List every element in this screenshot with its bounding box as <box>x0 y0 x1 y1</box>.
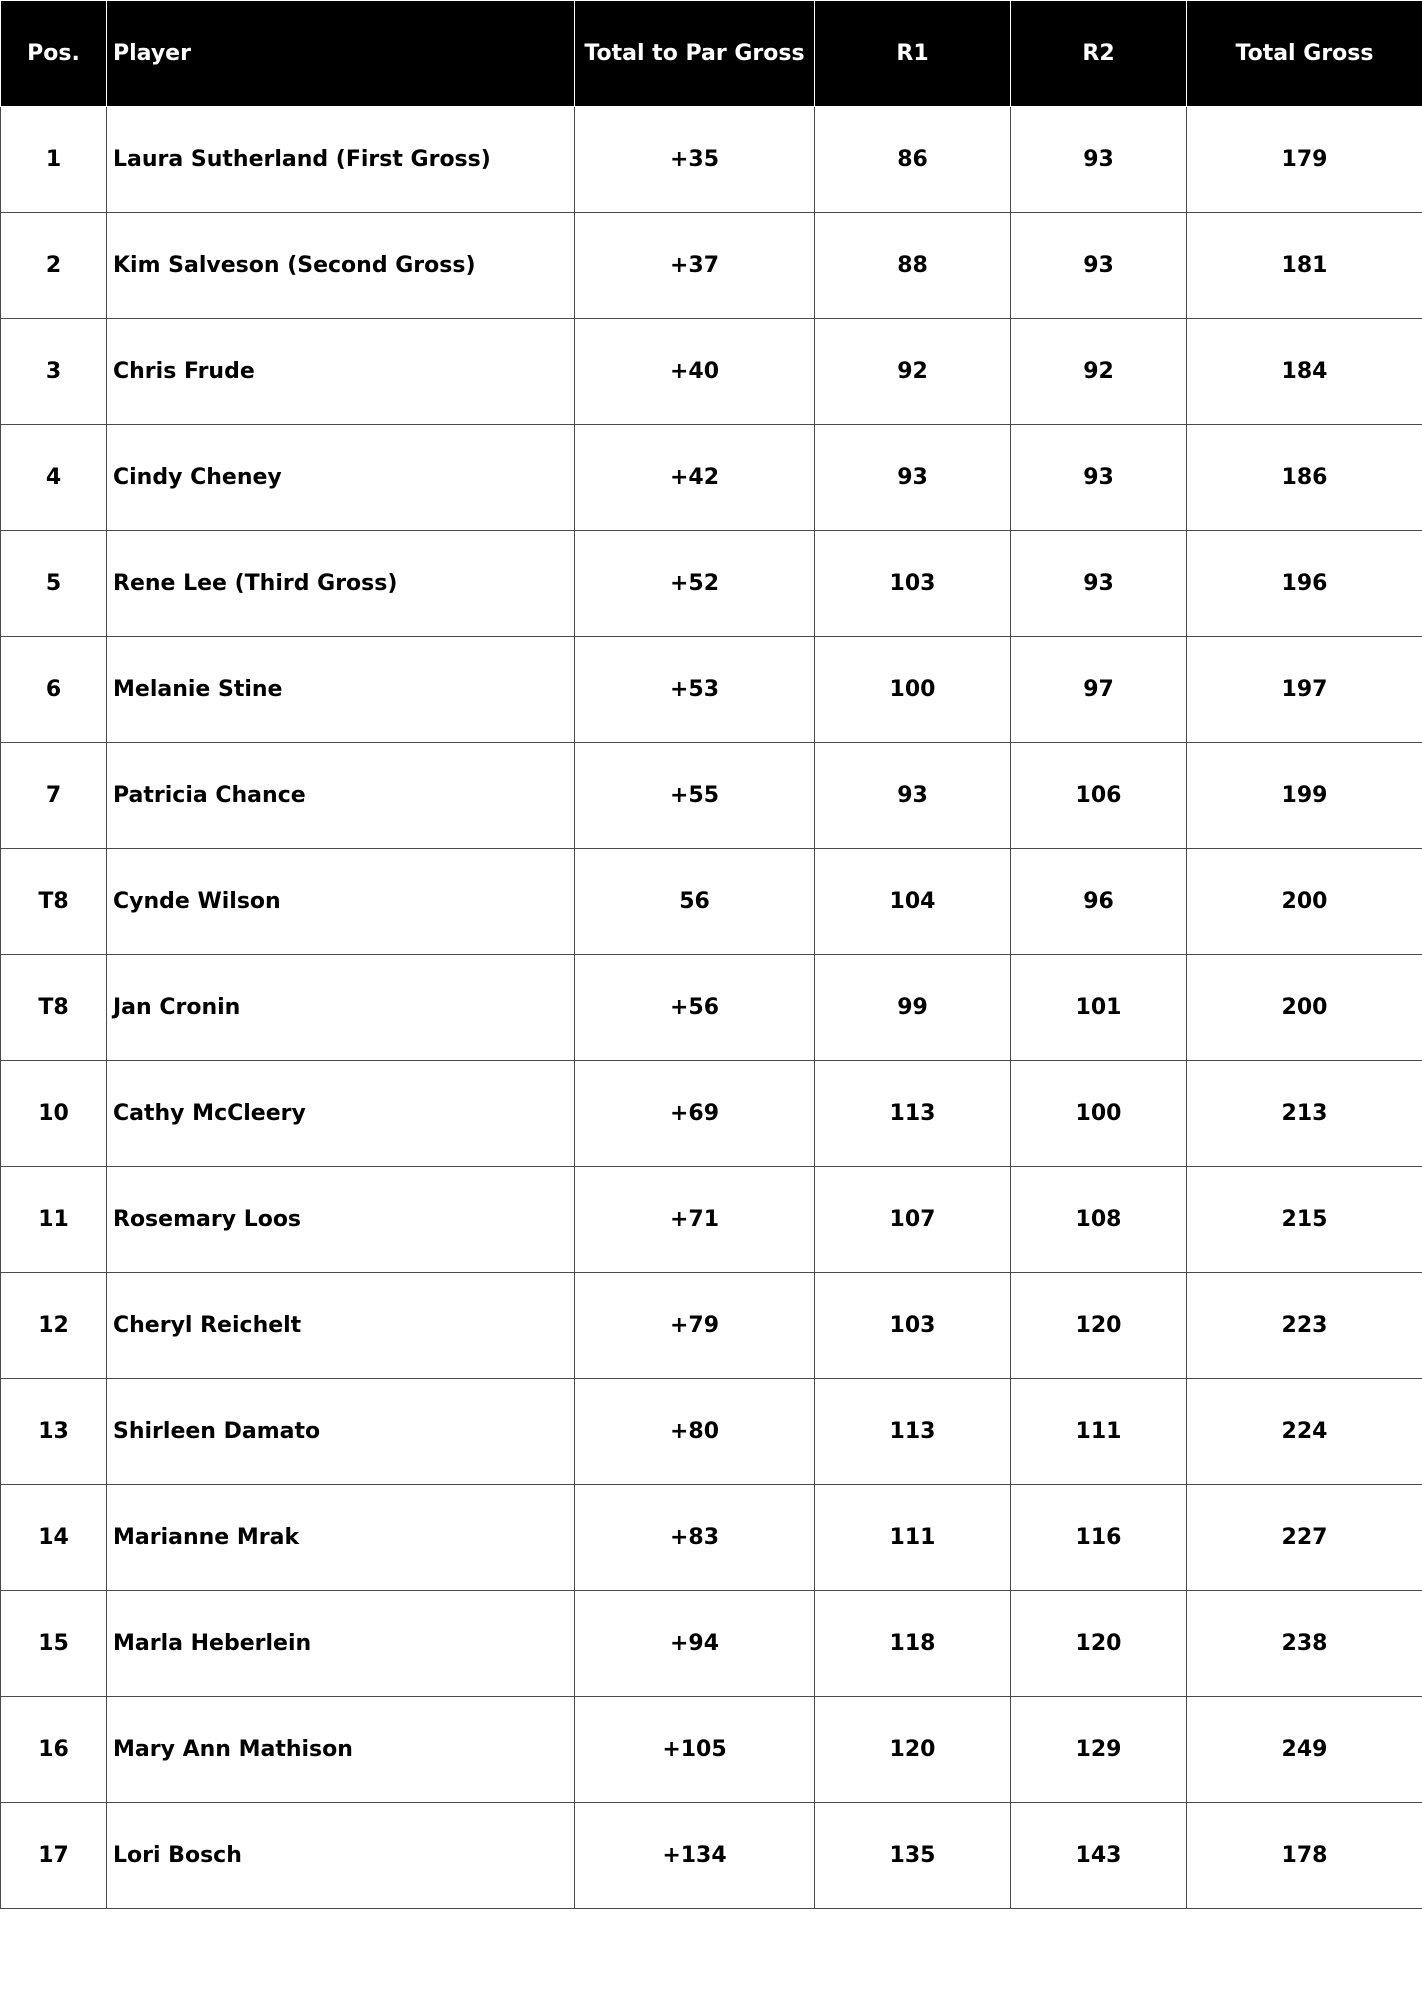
table-row <box>1 1591 1422 1697</box>
cell-total: 224 <box>1187 1379 1422 1485</box>
cell-player: Cindy Cheney <box>107 425 575 531</box>
table-row <box>1 1167 1422 1273</box>
cell-total: 178 <box>1187 1803 1422 1909</box>
cell-pos: 14 <box>1 1485 107 1591</box>
cell-to-par: +53 <box>575 637 815 743</box>
header-player: Player <box>107 1 575 107</box>
cell-pos: 15 <box>1 1591 107 1697</box>
cell-total: 197 <box>1187 637 1422 743</box>
cell-pos: 17 <box>1 1803 107 1909</box>
table-row <box>1 1061 1422 1167</box>
cell-total: 196 <box>1187 531 1422 637</box>
table-row <box>1 1697 1422 1803</box>
cell-player: Marianne Mrak <box>107 1485 575 1591</box>
cell-player: Cynde Wilson <box>107 849 575 955</box>
cell-r2: 96 <box>1011 849 1187 955</box>
cell-pos: 11 <box>1 1167 107 1273</box>
cell-total: 184 <box>1187 319 1422 425</box>
cell-to-par: +80 <box>575 1379 815 1485</box>
cell-r2: 97 <box>1011 637 1187 743</box>
cell-to-par: +79 <box>575 1273 815 1379</box>
cell-r2: 108 <box>1011 1167 1187 1273</box>
cell-pos: 6 <box>1 637 107 743</box>
cell-player: Rene Lee (Third Gross) <box>107 531 575 637</box>
cell-pos: 10 <box>1 1061 107 1167</box>
table-row <box>1 1379 1422 1485</box>
cell-r2: 116 <box>1011 1485 1187 1591</box>
cell-r2: 100 <box>1011 1061 1187 1167</box>
cell-r1: 103 <box>815 1273 1011 1379</box>
cell-r1: 88 <box>815 213 1011 319</box>
cell-r2: 143 <box>1011 1803 1187 1909</box>
table-header <box>1 1 1422 107</box>
cell-total: 249 <box>1187 1697 1422 1803</box>
header-pos: Pos. <box>1 1 107 107</box>
cell-player: Lori Bosch <box>107 1803 575 1909</box>
cell-r1: 107 <box>815 1167 1011 1273</box>
cell-total: 200 <box>1187 849 1422 955</box>
header-r2: R2 <box>1011 1 1187 107</box>
cell-r2: 106 <box>1011 743 1187 849</box>
cell-pos: 12 <box>1 1273 107 1379</box>
cell-pos: 7 <box>1 743 107 849</box>
table-row <box>1 425 1422 531</box>
cell-total: 215 <box>1187 1167 1422 1273</box>
cell-r2: 111 <box>1011 1379 1187 1485</box>
table-row <box>1 1803 1422 1909</box>
cell-r1: 100 <box>815 637 1011 743</box>
cell-to-par: +71 <box>575 1167 815 1273</box>
cell-total: 200 <box>1187 955 1422 1061</box>
cell-pos: 2 <box>1 213 107 319</box>
cell-r1: 103 <box>815 531 1011 637</box>
table-row <box>1 955 1422 1061</box>
cell-r1: 111 <box>815 1485 1011 1591</box>
cell-total: 199 <box>1187 743 1422 849</box>
cell-r2: 93 <box>1011 425 1187 531</box>
cell-player: Rosemary Loos <box>107 1167 575 1273</box>
cell-to-par: 56 <box>575 849 815 955</box>
cell-player: Chris Frude <box>107 319 575 425</box>
cell-to-par: +35 <box>575 107 815 213</box>
cell-to-par: +105 <box>575 1697 815 1803</box>
cell-r1: 104 <box>815 849 1011 955</box>
cell-total: 223 <box>1187 1273 1422 1379</box>
cell-player: Shirleen Damato <box>107 1379 575 1485</box>
cell-to-par: +40 <box>575 319 815 425</box>
cell-r1: 86 <box>815 107 1011 213</box>
header-r1: R1 <box>815 1 1011 107</box>
table-row <box>1 319 1422 425</box>
cell-r2: 101 <box>1011 955 1187 1061</box>
cell-r1: 113 <box>815 1379 1011 1485</box>
cell-r2: 129 <box>1011 1697 1187 1803</box>
cell-r2: 93 <box>1011 531 1187 637</box>
cell-r2: 93 <box>1011 107 1187 213</box>
cell-player: Laura Sutherland (First Gross) <box>107 107 575 213</box>
table-row <box>1 1485 1422 1591</box>
cell-total: 181 <box>1187 213 1422 319</box>
cell-player: Patricia Chance <box>107 743 575 849</box>
cell-to-par: +94 <box>575 1591 815 1697</box>
header-row <box>1 1 1422 107</box>
cell-pos: 5 <box>1 531 107 637</box>
cell-to-par: +52 <box>575 531 815 637</box>
cell-to-par: +134 <box>575 1803 815 1909</box>
cell-pos: T8 <box>1 849 107 955</box>
table-row <box>1 743 1422 849</box>
cell-player: Cathy McCleery <box>107 1061 575 1167</box>
header-total: Total Gross <box>1187 1 1422 107</box>
cell-pos: 16 <box>1 1697 107 1803</box>
cell-total: 238 <box>1187 1591 1422 1697</box>
cell-total: 186 <box>1187 425 1422 531</box>
table-row <box>1 1273 1422 1379</box>
cell-player: Mary Ann Mathison <box>107 1697 575 1803</box>
cell-r2: 93 <box>1011 213 1187 319</box>
cell-r2: 92 <box>1011 319 1187 425</box>
cell-pos: 3 <box>1 319 107 425</box>
cell-to-par: +42 <box>575 425 815 531</box>
table-row <box>1 531 1422 637</box>
table-row <box>1 107 1422 213</box>
cell-r1: 93 <box>815 425 1011 531</box>
cell-to-par: +55 <box>575 743 815 849</box>
cell-player: Melanie Stine <box>107 637 575 743</box>
cell-r1: 92 <box>815 319 1011 425</box>
cell-r2: 120 <box>1011 1591 1187 1697</box>
cell-pos: 1 <box>1 107 107 213</box>
cell-r2: 120 <box>1011 1273 1187 1379</box>
cell-player: Marla Heberlein <box>107 1591 575 1697</box>
table-body <box>1 107 1422 1909</box>
cell-pos: 13 <box>1 1379 107 1485</box>
cell-player: Cheryl Reichelt <box>107 1273 575 1379</box>
cell-player: Kim Salveson (Second Gross) <box>107 213 575 319</box>
cell-player: Jan Cronin <box>107 955 575 1061</box>
table-row <box>1 637 1422 743</box>
cell-r1: 113 <box>815 1061 1011 1167</box>
cell-pos: 4 <box>1 425 107 531</box>
cell-r1: 120 <box>815 1697 1011 1803</box>
cell-r1: 135 <box>815 1803 1011 1909</box>
cell-to-par: +37 <box>575 213 815 319</box>
cell-total: 179 <box>1187 107 1422 213</box>
cell-r1: 118 <box>815 1591 1011 1697</box>
table-row <box>1 849 1422 955</box>
cell-r1: 99 <box>815 955 1011 1061</box>
cell-total: 213 <box>1187 1061 1422 1167</box>
cell-to-par: +69 <box>575 1061 815 1167</box>
cell-to-par: +83 <box>575 1485 815 1591</box>
cell-r1: 93 <box>815 743 1011 849</box>
cell-pos: T8 <box>1 955 107 1061</box>
header-to-par: Total to Par Gross <box>575 1 815 107</box>
cell-total: 227 <box>1187 1485 1422 1591</box>
table-row <box>1 213 1422 319</box>
cell-to-par: +56 <box>575 955 815 1061</box>
